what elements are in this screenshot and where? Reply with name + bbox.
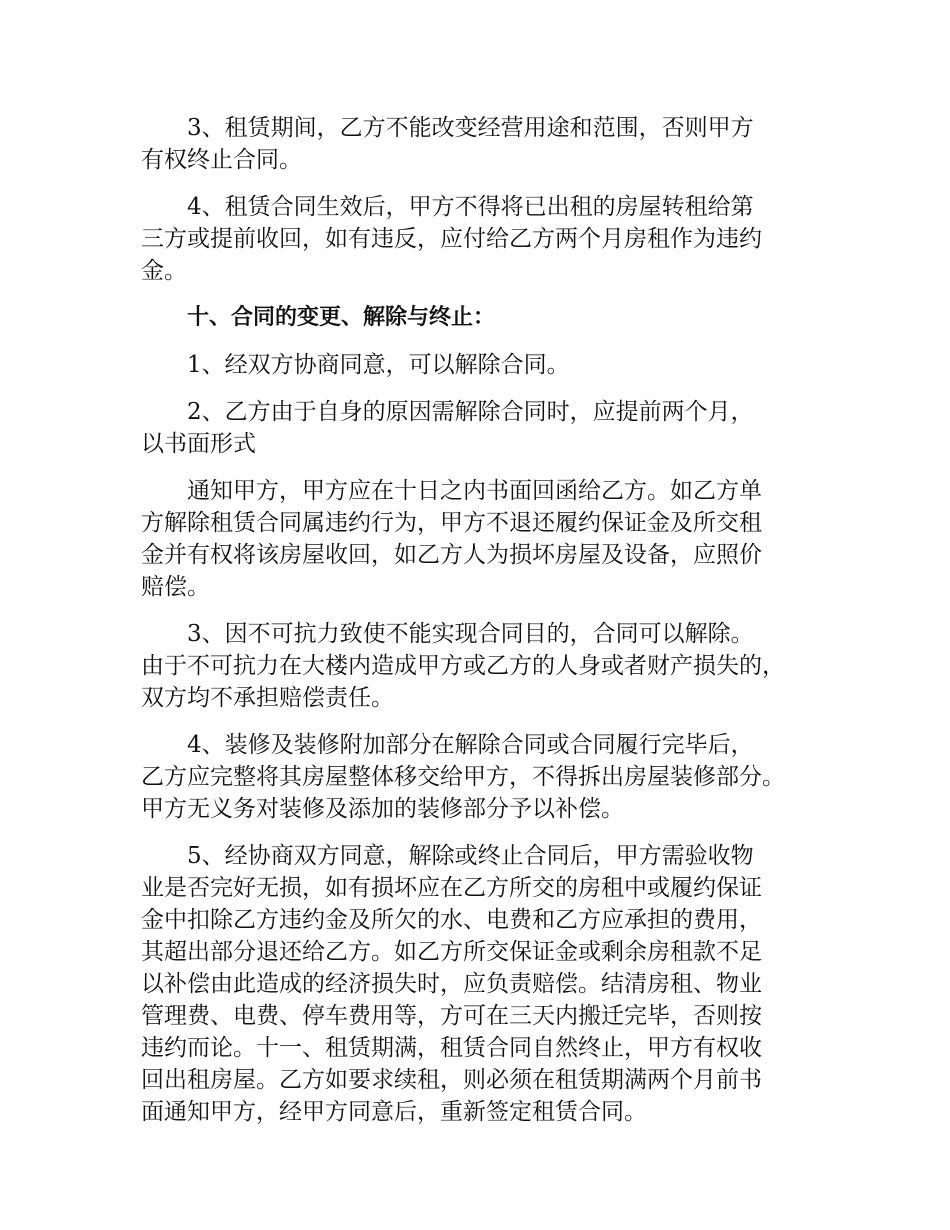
item-1-paragraph xyxy=(141,349,831,381)
text-line: 方解除租赁合同属违约行为，甲方不退还履约保证金及所交租 xyxy=(141,510,762,536)
item-4-paragraph xyxy=(141,729,831,825)
item-5-paragraph xyxy=(141,840,831,1128)
text-line: 面通知甲方，经甲方同意后，重新签定租赁合同。 xyxy=(141,1099,647,1125)
text-line: 通知甲方，甲方应在十日之内书面回函给乙方。如乙方单 xyxy=(187,478,762,504)
text-line: 3、因不可抗力致使不能实现合同目的，合同可以解除。 xyxy=(187,621,754,647)
text-line: 业是否完好无损，如有损坏应在乙方所交的房租中或履约保证 xyxy=(141,875,762,901)
section-heading: 十、合同的变更、解除与终止： xyxy=(187,305,496,330)
text-line: 双方均不承担赔偿责任。 xyxy=(141,685,394,711)
clause-3-paragraph xyxy=(141,112,831,176)
text-line: 金中扣除乙方违约金及所欠的水、电费和乙方应承担的费用， xyxy=(141,907,762,933)
text-line: 由于不可抗力在大楼内造成甲方或乙方的人身或者财产损失的， xyxy=(141,653,785,679)
clause-4-paragraph xyxy=(141,191,831,287)
text-line: 管理费、电费、停车费用等，方可在三天内搬迁完毕，否则按 xyxy=(141,1003,762,1029)
text-line: 2、乙方由于自身的原因需解除合同时，应提前两个月， xyxy=(187,399,754,425)
text-line: 金并有权将该房屋收回，如乙方人为损坏房屋及设备，应照价 xyxy=(141,542,762,568)
text-line: 以书面形式 xyxy=(141,431,256,457)
text-line: 其超出部分退还给乙方。如乙方所交保证金或剩余房租款不足 xyxy=(141,939,762,965)
text-line: 4、装修及装修附加部分在解除合同或合同履行完毕后， xyxy=(187,732,754,758)
item-3-paragraph xyxy=(141,618,831,714)
text-line: 甲方无义务对装修及添加的装修部分予以补偿。 xyxy=(141,796,624,822)
text-line: 以补偿由此造成的经济损失时，应负责赔偿。结清房租、物业 xyxy=(141,971,762,997)
text-line: 回出租房屋。乙方如要求续租，则必须在租赁期满两个月前书 xyxy=(141,1067,762,1093)
text-line: 有权终止合同。 xyxy=(141,147,302,173)
item-2-paragraph xyxy=(141,396,831,460)
text-line: 4、租赁合同生效后，甲方不得将已出租的房屋转租给第 xyxy=(187,194,754,220)
text-line: 5、经协商双方同意，解除或终止合同后，甲方需验收物 xyxy=(187,843,754,869)
section-10-heading xyxy=(141,302,831,334)
item-2-continuation-paragraph xyxy=(141,475,831,603)
text-line: 三方或提前收回，如有违反，应付给乙方两个月房租作为违约 xyxy=(141,226,762,252)
text-line: 3、租赁期间，乙方不能改变经营用途和范围，否则甲方 xyxy=(187,115,754,141)
document-body xyxy=(141,112,831,1143)
text-line: 违约而论。十一、租赁期满，租赁合同自然终止，甲方有权收 xyxy=(141,1035,762,1061)
text-line: 1、经双方协商同意，可以解除合同。 xyxy=(187,352,570,378)
text-line: 金。 xyxy=(141,258,187,284)
text-line: 乙方应完整将其房屋整体移交给甲方，不得拆出房屋装修部分。 xyxy=(141,764,785,790)
text-line: 赔偿。 xyxy=(141,574,210,600)
